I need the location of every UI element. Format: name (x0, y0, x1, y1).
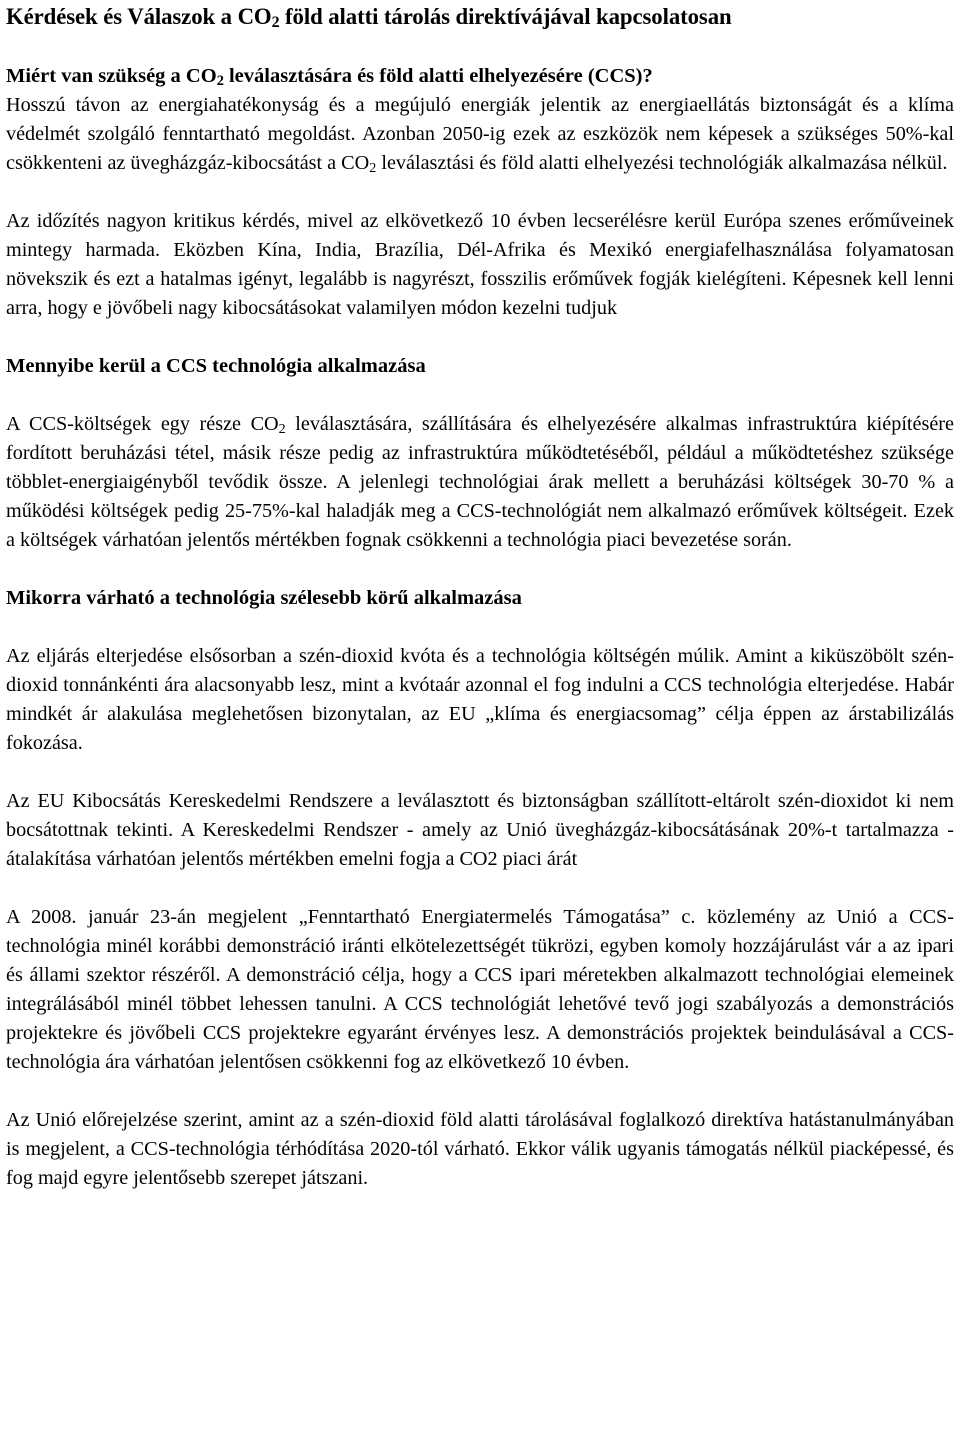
title-text-post: föld alatti tárolás direktívájával kapcsolatosan (279, 4, 732, 29)
section3-paragraph-3: A 2008. január 23-án megjelent „Fenntartható Energiatermelés Támogatása” c. közlemény az Unió a CCS-technológia minél korábbi demonstráció iránti elkötelezettségét tükrözi, egyben komoly hozzájárulást vár a az ipari és állami szektor részéről. A demonstráció célja, hogy a CCS ipari méretekben alkalmazott technológiai elemeinek integrálásából minél többet lehessen tanulni. A CCS technológiát lehetővé tevő jogi szabályozás a demonstrációs projektekre és jövőbeli CCS projektekre egyaránt érvényes lesz. A demonstrációs projektek beindulásával a CCS-technológia ára várhatóan jelentősen csökkenni fog az elkövetkező 10 évben. (6, 906, 954, 1073)
question-text-post: leválasztására és föld alatti elhelyezésére (CCS)? (223, 65, 653, 87)
section1-paragraph-2: Az időzítés nagyon kritikus kérdés, mivel az elkövetkező 10 évben lecserélésre kerül Európa szenes erőműveinek mintegy harmada. Eközben Kína, India, Brazília, Dél-Afrika és Mexikó energiafelhasználása folyamatosan növekszik és ezt a hatalmas igényt, legalább is nagyrészt, fosszilis erőművek fogják kielégíteni. Képesnek kell lenni arra, hogy e jövőbeli nagy kibocsátásokat valamilyen módon kezelni tudjuk (6, 210, 954, 319)
section3-paragraph-4: Az Unió előrejelzése szerint, amint az a szén-dioxid föld alatti tárolásával foglalkozó direktíva hatástanulmányában is megjelent, a CCS-technológia térhódítása 2020-tól várható. Ekkor válik ugyanis támogatás nélkül piacképessé, és fog majd egyre jelentősebb szerepet játszani. (6, 1109, 954, 1189)
para-subscript: 2 (369, 159, 377, 176)
section2-paragraph-1 (6, 410, 954, 555)
question-subscript: 2 (216, 72, 224, 89)
para-text-post: leválasztására, szállítására és elhelyezésére alkalmas infrastruktúra kiépítésére fordított beruházási tétel, másik része pedig az infrastruktúra működtetéséből, például a működtetéshez szüksége többlet-energiaigényből tevődik össze. A jelenlegi technológiai árak mellett a beruházási költségek 30-70 % a működési költségek pedig 25-75%-kal haladják meg a CCS-technológiát nem alkalmazó erőművek költségeit. Ezek a költségek várhatóan jelentős mértékben fognak csökkenni a technológia piaci bevezetése során. (6, 413, 954, 551)
section-question-heading (6, 62, 954, 91)
section3-heading: Mikorra várható a technológia szélesebb körű alkalmazása (6, 587, 522, 609)
para-text-pre: A CCS-költségek egy része CO (6, 413, 279, 435)
para-text-pre: Hosszú távon az energiahatékonyság és a megújuló energiák jelentik az energiaellátás biztonságát és a klíma védelmét szolgáló fenntartható megoldást. Azonban 2050-ig ezek az eszközök nem képesek a szükséges 50%-kal csökkenteni az üvegházgáz-kibocsátást a CO (6, 94, 954, 174)
section2-heading: Mennyibe kerül a CCS technológia alkalmazása (6, 355, 426, 377)
section1-paragraph-1 (6, 91, 954, 178)
para-subscript: 2 (278, 420, 286, 437)
title-subscript: 2 (271, 14, 280, 32)
question-text-pre: Miért van szükség a CO (6, 65, 217, 87)
section3-paragraph-2: Az EU Kibocsátás Kereskedelmi Rendszere a leválasztott és biztonságban szállított-eltárolt szén-dioxidot ki nem bocsátottnak tekinti. A Kereskedelmi Rendszer - amely az Unió üvegházgáz-kibocsátásának 20%-t tartalmazza - átalakítása várhatóan jelentős mértékben emelni fogja a CO2 piaci árát (6, 790, 954, 870)
section3-paragraph-1: Az eljárás elterjedése elsősorban a szén-dioxid kvóta és a technológia költségén múlik. Amint a kiküszöbölt szén-dioxid tonnánkénti ára alacsonyabb lesz, mint a kvótaár azonnal el fog indulni a CCS technológia elterjedése. Habár mindkét ár alakulása meglehetősen bizonytalan, az EU „klíma és energiacsomag” célja éppen az árstabilizálás fokozása. (6, 645, 954, 754)
para-text-post: leválasztási és föld alatti elhelyezési technológiák alkalmazása nélkül. (376, 152, 948, 174)
document-title (6, 2, 954, 32)
title-text-pre: Kérdések és Válaszok a CO (6, 4, 272, 29)
